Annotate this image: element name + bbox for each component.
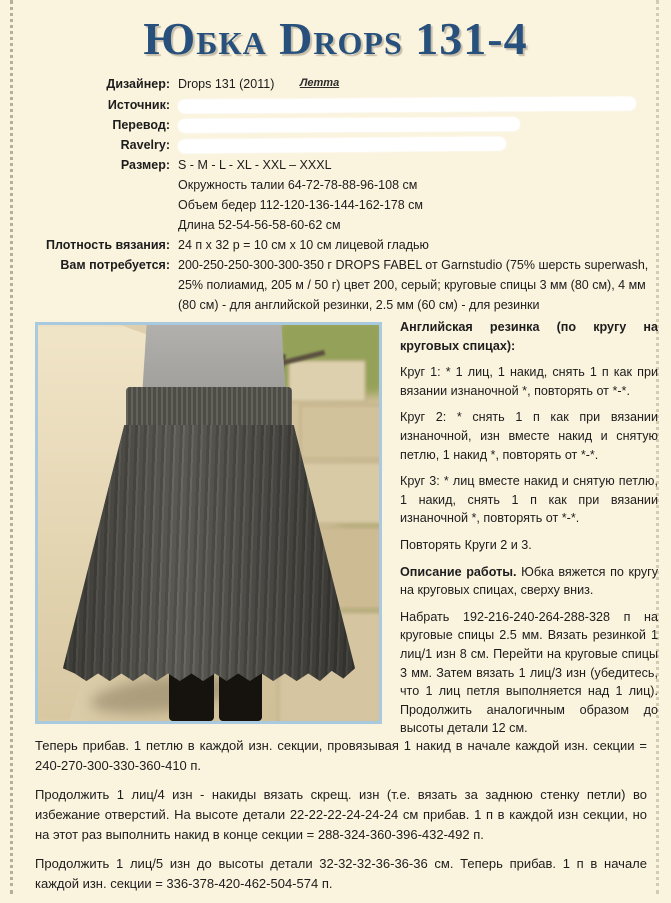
round-1: Круг 1: * 1 лиц, 1 накид, снять 1 п как при вязании изнаночной *, повторять от *-*. xyxy=(400,365,658,398)
page-title: Юбка Drops 131-4 xyxy=(143,13,528,64)
stone-block xyxy=(300,405,382,459)
source-row xyxy=(0,95,650,115)
size-line-length: Длина 52-54-56-58-60-62 см xyxy=(178,218,341,232)
stone-block xyxy=(288,360,366,402)
gauge-value: 24 п x 32 р = 10 см x 10 см лицевой гладью xyxy=(178,238,429,252)
round-2: Круг 2: * снять 1 п как при вязании изнаночной, изн вместе накид и снятую петлю, 1 накид *, повторять от *-*. xyxy=(400,410,658,462)
designer-value xyxy=(178,74,339,95)
work-intro: Юбка вяжется по кругу на круговых спицах, сверху вниз. xyxy=(400,564,659,598)
source-label: Источник: xyxy=(107,98,170,112)
translation-label: Перевод: xyxy=(112,118,170,132)
materials-label: Вам потребуется: xyxy=(60,258,170,272)
metadata-block xyxy=(0,74,650,315)
size-row xyxy=(0,155,650,235)
ravelry-row xyxy=(0,135,650,155)
size-value xyxy=(178,155,423,235)
size-line-sizes: S - M - L - XL - XXL – XXXL xyxy=(178,158,332,172)
size-label: Размер: xyxy=(120,158,170,172)
rib-heading: Английская резинка (по кругу на круговых спицах): xyxy=(400,320,658,353)
designer-row xyxy=(0,74,650,95)
repeat-note: Повторять Круги 2 и 3. xyxy=(400,537,532,552)
bottom-paragraph-1: Теперь прибав. 1 петлю в каждой изн. секции, провязывая 1 накид в начале каждой изн. секции = 240-270-300-330-360-410 п. xyxy=(35,738,647,773)
size-line-waist: Окружность талии 64-72-78-88-96-108 см xyxy=(178,178,418,192)
gauge-label: Плотность вязания: xyxy=(46,238,170,252)
bottom-instructions xyxy=(35,736,647,903)
instructions-column xyxy=(400,318,658,746)
size-line-hips: Объем бедер 112-120-136-144-162-178 см xyxy=(178,198,424,212)
cast-on-paragraph: Набрать 192-216-240-264-288-328 п на круговые спицы 2.5 мм. Вязать резинкой 1 лиц/1 изн 8 см. Перейти на круговые спицы 3 мм. Затем вязать 1 лиц/3 изн (убедитесь, что 1 лиц петля выполняется над 1 лиц). Продолжить аналогичным образом до высоты детали 12 см. xyxy=(400,609,658,736)
bottom-paragraph-3: Продолжить 1 лиц/5 изн до высоты детали 32-32-32-36-36-36 см. Теперь прибав. 1 п в начале каждой изн. секции = 336-378-420-462-504-574 п. xyxy=(35,856,647,891)
work-heading: Описание работы. xyxy=(400,564,517,579)
redaction-blob xyxy=(178,117,520,133)
redaction-blob xyxy=(178,137,506,154)
skirt-photo xyxy=(35,322,382,724)
translation-row xyxy=(0,115,650,135)
redaction-blob xyxy=(178,96,636,113)
ravelry-value xyxy=(178,135,506,152)
materials-value: 200-250-250-300-300-350 г DROPS FABEL от Garnstudio (75% шерсть superwash, 25% полиамид, 205 м / 50 г) цвет 200, серый; круговые спицы 3 мм (80 см), 4 мм (80 см) - для английской резинки, 2.5 мм (60 см) - для резинки xyxy=(178,258,649,312)
materials-row xyxy=(0,255,650,315)
designer-label: Дизайнер: xyxy=(106,77,170,91)
letta-link[interactable]: Летта xyxy=(299,77,340,89)
work-description xyxy=(400,563,658,600)
source-value xyxy=(178,95,636,112)
bottom-paragraph-2: Продолжить 1 лиц/4 изн - накиды вязать скрещ. изн (т.е. вязать за заднюю стенку петли) во избежание отверстий. На высоте детали 22-22-22-24-24-24 см прибав. 1 п в каждой изн секции, но на этот раз выполнить накид в конце секции = 288-324-360-396-432-492 п. xyxy=(35,787,647,842)
gauge-row xyxy=(0,235,650,255)
designer-value-text: Drops 131 (2011) xyxy=(178,77,275,91)
round-3: Круг 3: * лиц вместе накид и снятую петлю, 1 накид, снять 1 п как при вязании изнаночной *, повторять от *-*. xyxy=(400,474,658,526)
ravelry-label: Ravelry: xyxy=(120,138,170,152)
translation-value xyxy=(178,115,520,132)
